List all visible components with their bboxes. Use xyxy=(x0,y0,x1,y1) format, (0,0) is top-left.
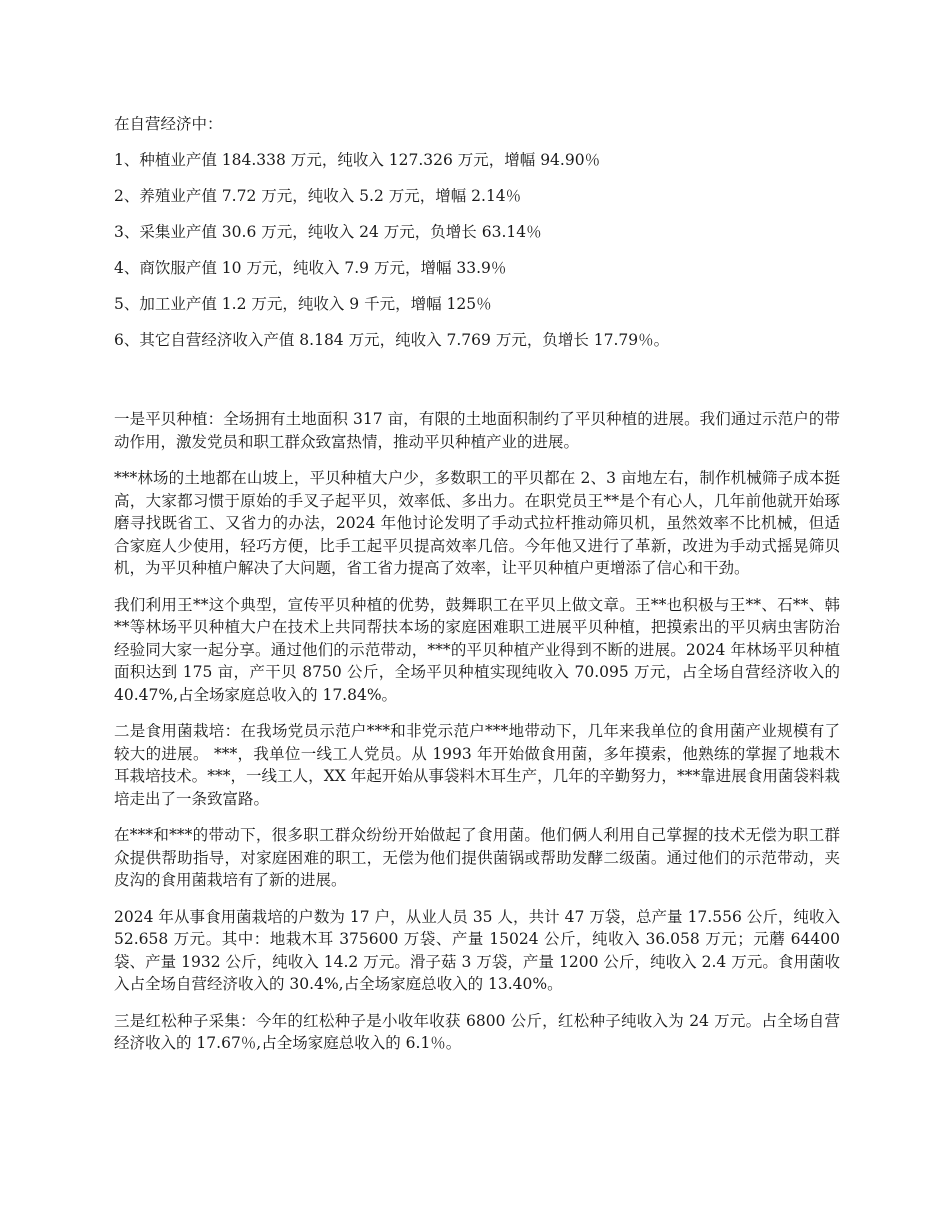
paragraph-pingbei-intro: 一是平贝种植：全场拥有土地面积 317 亩，有限的土地面积制约了平贝种植的进展。我们通过示范户的带动作用，激发党员和职工群众致富热情，推动平贝种植产业的进展。 xyxy=(114,410,840,451)
list-item: 1、种植业产值 184.338 万元，纯收入 127.326 万元，增幅 94.90％ xyxy=(114,151,601,169)
list-item: 4、商饮服产值 10 万元，纯收入 7.9 万元，增幅 33.9％ xyxy=(114,259,507,277)
paragraph-mushroom-help: 在***和***的带动下，很多职工群众纷纷开始做起了食用菌。他们俩人利用自己掌握的技术无偿为职工群众提供帮助指导，对家庭困难的职工，无偿为他们提供菌锅或帮助发酵二级菌。通过他们的示范带动，夹皮沟的食用菌栽培有了新的进展。 xyxy=(114,826,840,889)
list-item: 3、采集业产值 30.6 万元，纯收入 24 万元，负增长 63.14％ xyxy=(114,223,542,241)
intro-line: 在自营经济中： xyxy=(114,115,223,133)
paragraph-pine-seeds: 三是红松种子采集：今年的红松种子是小收年收获 6800 公斤，红松种子纯收入为 24 万元。占全场自营经济收入的 17.67％,占全场家庭总收入的 6.1％。 xyxy=(114,1011,840,1052)
income-list xyxy=(114,148,840,352)
paragraph-pingbei-results: 我们利用王**这个典型，宣传平贝种植的优势，鼓舞职工在平贝上做文章。王**也积极与王**、石**、韩**等林场平贝种植大户在技术上共同帮扶本场的家庭困难职工进展平贝种植，把摸索出的平贝病虫害防治经验同大家一起分享。通过他们的示范带动，***的平贝种植产业得到不断的进展。2024 年林场平贝种植面积达到 175 亩，产干贝 8750 公斤，全场平贝种植实现纯收入 70.095 万元，占全场自营经济收入的 40.47%,占全场家庭总收入的 17.84%。 xyxy=(114,595,840,704)
section-gap xyxy=(114,364,840,408)
list-item: 2、养殖业产值 7.72 万元，纯收入 5.2 万元，增幅 2.14％ xyxy=(114,187,522,205)
list-item: 5、加工业产值 1.2 万元，纯收入 9 千元，增幅 125％ xyxy=(114,295,492,313)
document-body xyxy=(114,112,840,1069)
paragraph-mushroom-results: 2024 年从事食用菌栽培的户数为 17 户，从业人员 35 人，共计 47 万袋，总产量 17.556 公斤，纯收入 52.658 万元。其中：地栽木耳 375600 万袋、产量 15024 公斤，纯收入 36.058 万元；元蘑 64400 袋、产量 1932 公斤，纯收入 14.2 万元。滑子菇 3 万袋，产量 1200 公斤，纯收入 2.4 万元。食用菌收入占全场自营经济收入的 30.4%,占全场家庭总收入的 13.40%。 xyxy=(114,907,840,993)
paragraph-pingbei-machine: ***林场的土地都在山坡上，平贝种植大户少，多数职工的平贝都在 2、3 亩地左右，制作机械筛子成本挺高，大家都习惯于原始的手叉子起平贝，效率低、多出力。在职党员王**是个有心人，几年前他就开始琢磨寻找既省工、又省力的办法，2024 年他讨论发明了手动式拉杆推动筛贝机，虽然效率不比机械，但适合家庭人少使用，轻巧方便，比手工起平贝提高效率几倍。今年他又进行了革新，改进为手动式摇晃筛贝机，为平贝种植户解决了大问题，省工省力提高了效率，让平贝种植户更增添了信心和干劲。 xyxy=(114,469,840,577)
list-item: 6、其它自营经济收入产值 8.184 万元，纯收入 7.769 万元，负增长 17.79％。 xyxy=(114,331,670,349)
paragraph-mushroom-intro: 二是食用菌栽培：在我场党员示范户***和非党示范户***地带动下，几年来我单位的食用菌产业规模有了较大的进展。 ***，我单位一线工人党员。从 1993 年开始做食用菌，多年摸索，他熟练的掌握了地栽木耳栽培技术。***，一线工人，XX 年起开始从事袋料木耳生产，几年的辛勤努力，***靠进展食用菌袋料栽培走出了一条致富路。 xyxy=(114,722,840,808)
